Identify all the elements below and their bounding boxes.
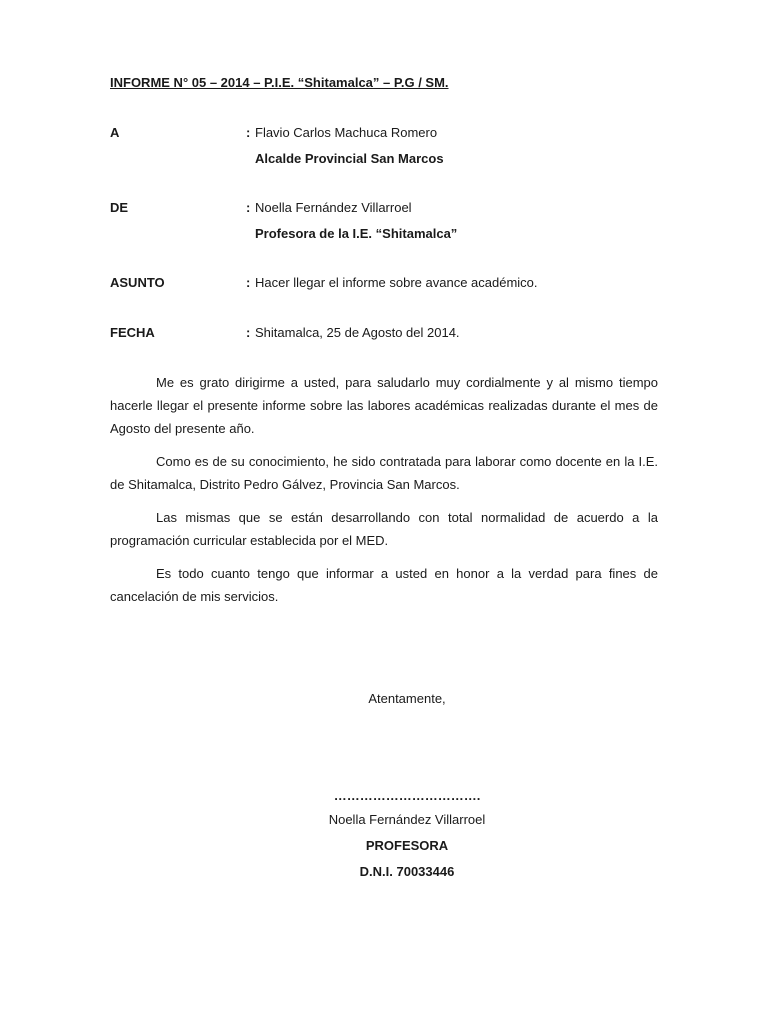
body-paragraph: Las mismas que se están desarrollando con total normalidad de acuerdo a la programación curricular establecida por el MED. [110, 510, 658, 548]
signer-dni: D.N.I. 70033446 [359, 864, 455, 879]
field-subject-label: ASUNTO [110, 275, 165, 290]
field-date-label: FECHA [110, 325, 155, 340]
field-date-value: Shitamalca, 25 de Agosto del 2014. [255, 325, 460, 340]
body-paragraph: Es todo cuanto tengo que informar a usted en honor a la verdad para fines de cancelación de mis servicios. [110, 566, 658, 604]
body-paragraph: Me es grato dirigirme a usted, para saludarlo muy cordialmente y al mismo tiempo hacerle llegar el presente informe sobre las labores académicas realizadas durante el mes de Agosto del presente año. [110, 375, 658, 436]
field-subject-colon: : [246, 275, 251, 290]
field-from-value: Noella Fernández Villarroel [255, 200, 412, 215]
field-to-label: A [110, 125, 120, 140]
field-from [110, 199, 658, 217]
document-title: INFORME N° 05 – 2014 – P.I.E. “Shitamalca” – P.G / SM. [110, 75, 449, 90]
field-from-label: DE [110, 200, 129, 215]
closing-salutation: Atentamente, [368, 691, 446, 706]
signature-line: ……………………………. [333, 788, 481, 803]
document [110, 74, 658, 881]
field-date-colon: : [246, 325, 251, 340]
field-to-colon: : [246, 125, 251, 140]
field-subject-value: Hacer llegar el informe sobre avance académico. [255, 275, 538, 290]
field-to-value: Flavio Carlos Machuca Romero [255, 125, 438, 140]
signer-name: Noella Fernández Villarroel [328, 812, 486, 827]
signer-role: PROFESORA [365, 838, 449, 853]
body-paragraph: Como es de su conocimiento, he sido contratada para laborar como docente en la I.E. de Shitamalca, Distrito Pedro Gálvez, Provincia San Marcos. [110, 454, 658, 492]
field-from-colon: : [246, 200, 251, 215]
field-subject [110, 274, 658, 292]
field-to [110, 124, 658, 142]
field-date [110, 324, 658, 342]
field-from-subtitle: Profesora de la I.E. “Shitamalca” [255, 226, 458, 241]
field-to-subtitle: Alcalde Provincial San Marcos [255, 151, 444, 166]
